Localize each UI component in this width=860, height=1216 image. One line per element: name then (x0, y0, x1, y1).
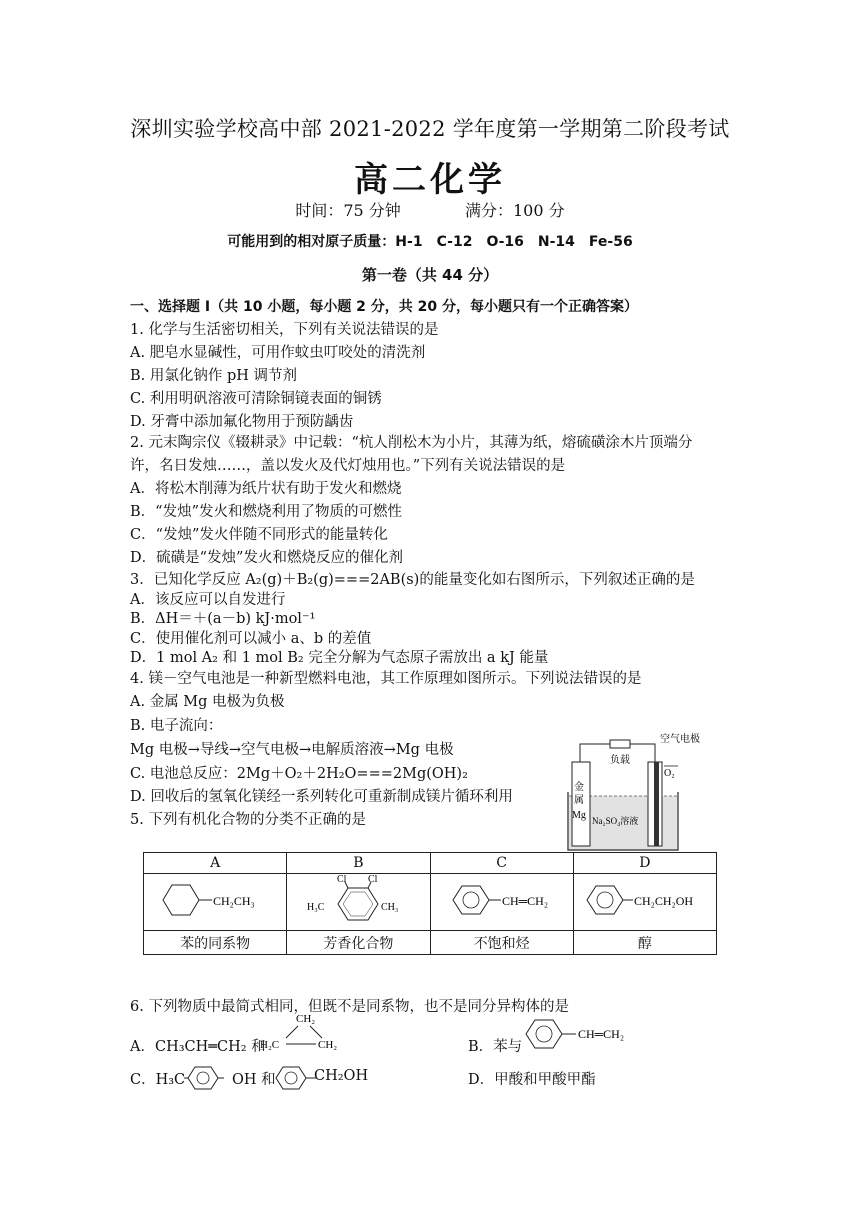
svg-text:Cl: Cl (368, 874, 378, 885)
q2-option-b: B．“发烛”发火和燃烧利用了物质的可燃性 (130, 504, 402, 520)
load-label: 负载 (610, 755, 630, 766)
q6-b-group: CH═CH₂ (578, 1027, 625, 1041)
mg-label: Mg (572, 810, 586, 821)
phenethyl-ring (587, 886, 623, 914)
atomic-masses: 可能用到的相对原子质量：H-1 C-12 O-16 N-14 Fe-56 (227, 234, 633, 250)
battery-diagram (560, 732, 730, 854)
structure-a (144, 874, 287, 931)
air-electrode-label: 空气电极 (660, 734, 700, 745)
ring-left-label: H₂C (260, 1039, 280, 1051)
q3-option-a: A．该反应可以自发进行 (130, 592, 286, 608)
q6-c-mid: OH 和 (232, 1072, 276, 1088)
q6-option-b (468, 1035, 522, 1056)
ring-top-label: CH₂ (296, 1013, 316, 1025)
q4-option-b-continued: Mg 电极→导线→空气电极→电解质溶液→Mg 电极 (130, 742, 454, 758)
exam-score: 满分：100 分 (465, 201, 565, 220)
q1-option-a: A. 肥皂水显碱性，可用作蚊虫叮咬处的清洗剂 (130, 345, 426, 361)
svg-text:CH₃: CH₃ (381, 902, 399, 913)
q3-stem: 3．已知化学反应 A₂(g)＋B₂(g)===2AB(s)的能量变化如右图所示，下列叙述正确的是 (130, 572, 695, 588)
q2-stem-2: 许，名日发烛……，盖以发火及代灯烛用也。”下列有关说法错误的是 (130, 458, 566, 474)
structure-d (573, 874, 716, 931)
styrene-ring (453, 886, 489, 914)
cyclohexane-ring (163, 885, 199, 915)
q4-option-c: C. 电池总反应：2Mg＋O₂＋2H₂O===2Mg(OH)₂ (130, 766, 468, 782)
q6-b-text: B．苯与 (468, 1039, 523, 1055)
q5-stem: 5. 下列有机化合物的分类不正确的是 (130, 812, 366, 828)
subject-title: 高二化学 (354, 160, 506, 200)
q3-option-d: D．1 mol A₂ 和 1 mol B₂ 完全分解为气态原子需放出 a kJ 能量 (130, 650, 549, 666)
cyclopropane-diagram (260, 1010, 350, 1052)
ethyl-label: CH₂CH₃ (213, 894, 255, 908)
o2-label: O₂ (664, 768, 675, 779)
q3-option-b: B．ΔH＝＋(a－b) kJ·mol⁻¹ (130, 611, 316, 627)
q4-stem: 4. 镁－空气电池是一种新型燃料电池，其工作原理如图所示。下列说法错误的是 (130, 671, 642, 687)
q6-option-c (130, 1068, 185, 1089)
structure-c (430, 874, 573, 931)
load-resistor (610, 740, 630, 748)
exam-school-title: 深圳实验学校高中部 2021-2022 学年度第一学期第二阶段考试 (130, 117, 730, 141)
label-d: 醇 (573, 931, 716, 955)
q1-stem: 1. 化学与生活密切相关，下列有关说法错误的是 (130, 322, 439, 338)
structure-b (287, 874, 430, 931)
label-a: 苯的同系物 (144, 931, 287, 955)
header-a: A (144, 853, 287, 874)
q2-option-a: A．将松木削薄为纸片状有助于发火和燃烧 (130, 481, 402, 497)
ring-right-label: CH₂ (318, 1039, 338, 1051)
time-score-line (0, 198, 860, 221)
svg-text:H₃C: H₃C (307, 902, 325, 913)
q4-option-a: A. 金属 Mg 电极为负极 (130, 694, 285, 710)
q2-stem-1: 2. 元末陶宗仪《辍耕录》中记载：“杭人削松木为小片，其薄为纸，熔硫磺涂木片顶端分 (130, 435, 693, 451)
q6-option-d: D．甲酸和甲酸甲酯 (468, 1072, 596, 1088)
label-b: 芳香化合物 (287, 931, 430, 955)
q4-option-b: B. 电子流向： (130, 718, 223, 734)
q1-option-c: C. 利用明矾溶液可清除铜镜表面的铜锈 (130, 391, 382, 407)
metal-char-2: 属 (574, 795, 584, 806)
label-c: 不饱和烃 (430, 931, 573, 955)
q1-option-d: D. 牙膏中添加氟化物用于预防龋齿 (130, 414, 354, 430)
benzyl-alcohol-ring (272, 1064, 316, 1092)
volume-title: 第一卷（共 44 分） (361, 266, 499, 284)
q1-option-b: B. 用氯化钠作 pH 调节剂 (130, 368, 298, 384)
q2-option-c: C．“发烛”发火伴随不同形式的能量转化 (130, 527, 388, 543)
q6-c-prefix: C．H₃C (130, 1072, 186, 1088)
header-d: D (573, 853, 716, 874)
q6-option-a (130, 1035, 266, 1056)
vinyl-label: CH═CH₂ (501, 894, 548, 908)
q2-option-d: D．硫磺是“发烛”发火和燃烧反应的催化剂 (130, 550, 403, 566)
ethanol-group-label: CH₂CH₂OH (633, 894, 693, 908)
q3-option-c: C．使用催化剂可以减小 a、b 的差值 (130, 631, 372, 647)
q6-a-text: A．CH₃CH═CH₂ 和 (130, 1039, 266, 1055)
q4-option-d: D. 回收后的氢氧化镁经一系列转化可重新制成镁片循环利用 (130, 789, 513, 805)
header-c: C (430, 853, 573, 874)
q6-stem: 6. 下列物质中最简式相同，但既不是同系物，也不是同分异构体的是 (130, 999, 569, 1015)
header-b: B (287, 853, 430, 874)
benzene-ring (338, 888, 378, 920)
wire-left (580, 744, 610, 762)
classification-table (143, 852, 717, 955)
q6-c-end: CH₂OH (314, 1068, 369, 1084)
styrene-diagram (520, 1014, 650, 1054)
exam-time: 时间：75 分钟 (295, 201, 401, 220)
section-heading: 一、选择题 I（共 10 小题，每小题 2 分，共 20 分，每小题只有一个正确答案） (130, 299, 639, 315)
svg-text:Cl: Cl (337, 874, 347, 885)
cresol-ring (184, 1064, 224, 1092)
solution-label: Na₂SO₄溶液 (592, 816, 639, 826)
wire-right (630, 744, 655, 762)
metal-char-1: 金 (574, 782, 584, 793)
